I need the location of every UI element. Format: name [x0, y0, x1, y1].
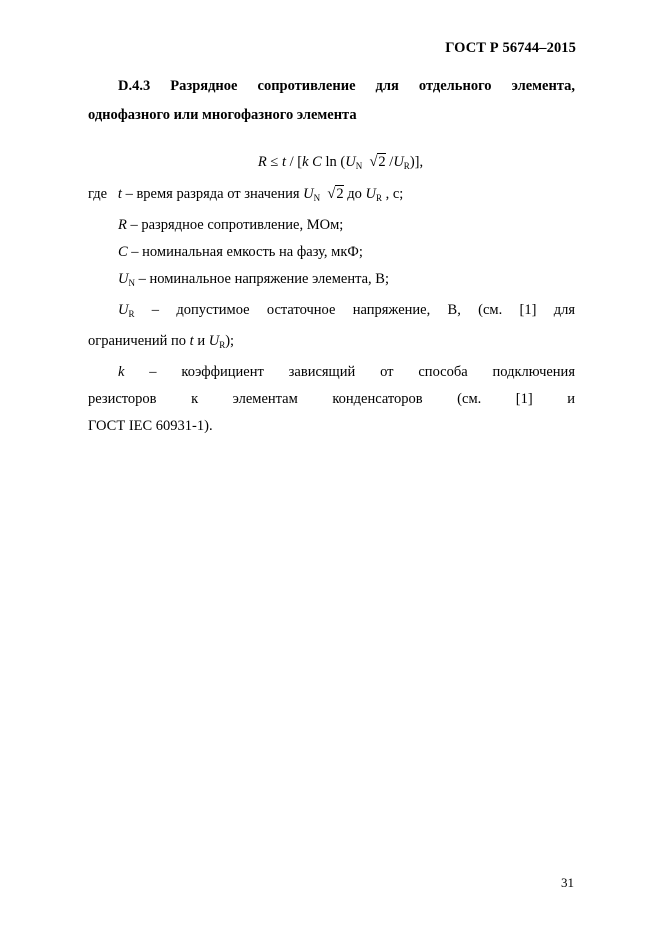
def-t-N: N	[313, 193, 321, 203]
formula-U2: U	[393, 154, 404, 170]
def-UR-text2: ограничений по	[88, 333, 190, 349]
formula-close: )],	[409, 154, 424, 170]
def-k-text: – коэффициент зависящий от способа подключения	[124, 364, 575, 380]
definition-UR	[88, 297, 575, 328]
def-UR-text: – допустимое остаточное напряжение, В, (см. [1] для	[134, 302, 575, 318]
heading-line-1: D.4.3 Разрядное сопротивление для отдельного элемента,	[118, 78, 575, 94]
def-UR-and: и	[193, 333, 209, 349]
section-heading	[88, 72, 575, 130]
formula-k: k	[302, 154, 309, 170]
def-t-sqrt	[327, 181, 343, 208]
sqrt-sign: √	[369, 154, 378, 170]
def-t-text3: , с;	[381, 186, 404, 202]
def-t-sqrt-radicand: 2	[336, 186, 344, 202]
heading-line-2: однофазного или многофазного элемента	[88, 107, 357, 123]
def-UN-sub: N	[128, 278, 135, 288]
formula-sub-N: N	[355, 161, 363, 171]
definition-R	[88, 212, 575, 239]
def-t-text1: – время разряда от значения	[121, 186, 304, 202]
formula-ln: ln (	[321, 154, 346, 170]
definition-k-cont2: ГОСТ IEC 60931-1).	[88, 418, 213, 434]
document-code: ГОСТ Р 56744–2015	[445, 40, 576, 56]
definition-C	[88, 239, 575, 266]
def-C-text: – номинальная емкость на фазу, мкФ;	[127, 244, 363, 260]
definition-UR-cont	[88, 328, 575, 359]
formula-le: ≤	[266, 154, 282, 170]
discharge-resistance-formula	[0, 154, 661, 171]
def-t-sqrt-sign: √	[327, 186, 336, 202]
definition-UN	[88, 266, 575, 297]
def-UN-text: – номинальное напряжение элемента, В;	[134, 271, 390, 287]
def-R-text: – разрядное сопротивление, МОм;	[126, 217, 344, 233]
definition-k	[88, 359, 575, 386]
def-UR-symbol: U	[118, 302, 129, 318]
def-t-U: U	[303, 186, 314, 202]
formula-sub-R: R	[403, 161, 410, 171]
def-UR-U: U	[208, 333, 220, 349]
formula-R: R	[257, 154, 267, 170]
formula-t: t	[281, 154, 286, 170]
def-t-text2: до	[343, 186, 366, 202]
definition-k-cont: резисторов к элементам конденсаторов (см. [1] и	[88, 391, 575, 407]
formula-C: C	[312, 154, 322, 170]
def-UR-t: t	[189, 333, 194, 349]
def-C-symbol: C	[118, 244, 128, 260]
def-UR-Rsub: R	[219, 340, 226, 350]
definitions-block	[88, 181, 575, 440]
formula-sqrt	[369, 154, 385, 171]
definition-t	[88, 181, 575, 212]
def-UR-end: );	[225, 333, 235, 349]
def-t-UR: U	[365, 186, 376, 202]
def-UN-symbol: U	[118, 271, 129, 287]
def-t-symbol: t	[117, 186, 122, 202]
def-UR-sub: R	[128, 309, 135, 319]
def-R-symbol: R	[118, 217, 127, 233]
page-number: 31	[561, 875, 574, 890]
formula-U: U	[345, 154, 356, 170]
def-t-R: R	[375, 193, 382, 203]
def-k-symbol: k	[118, 364, 125, 380]
formula-div: /	[385, 154, 394, 170]
where-prefix: где	[88, 186, 108, 202]
formula-slash: / [	[286, 154, 303, 170]
sqrt-radicand: 2	[378, 154, 386, 170]
